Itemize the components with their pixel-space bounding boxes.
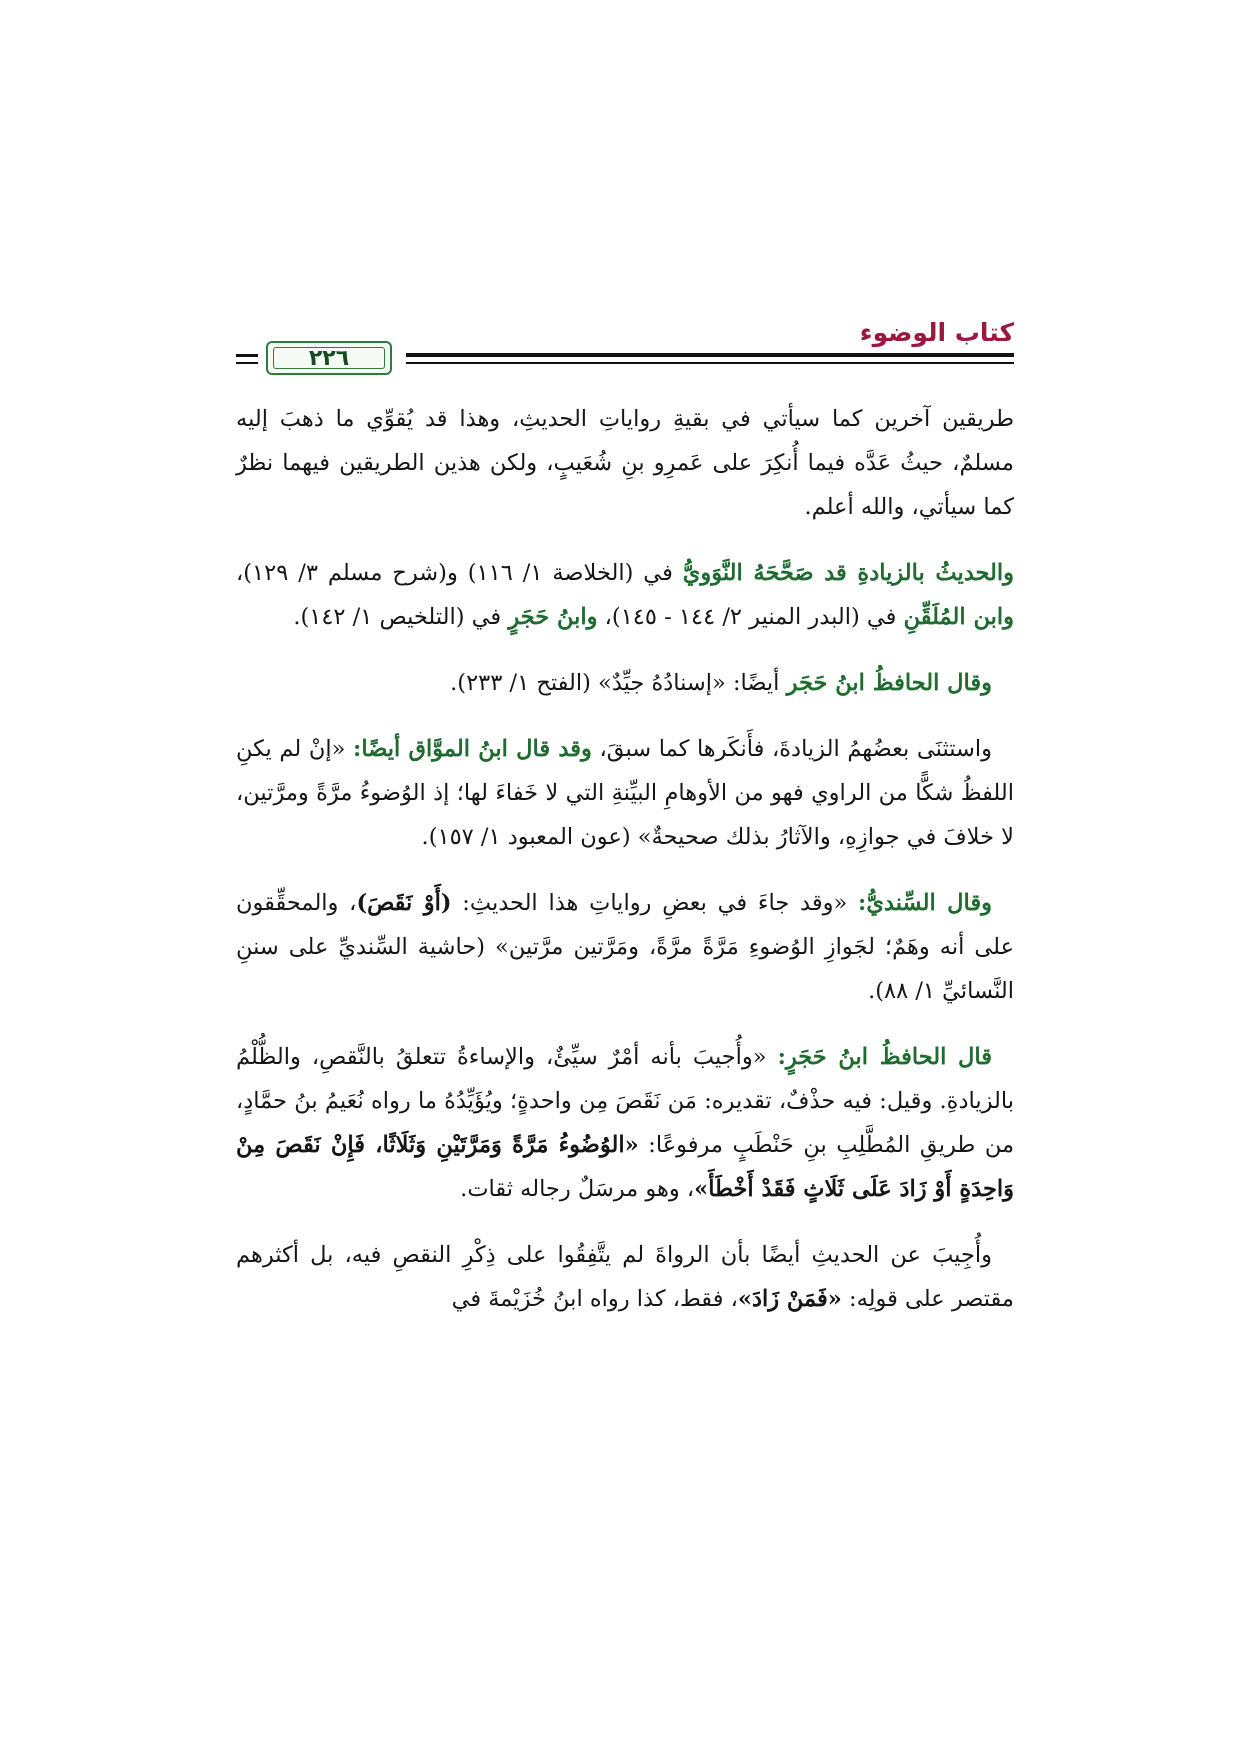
paragraph-3 bbox=[236, 661, 1014, 705]
paragraph-2-text-1: في (الخلاصة ١/ ١١٦) و(شرح مسلم ٣/ ١٢٩)، bbox=[236, 560, 683, 586]
paragraph-6-text-2: ، وهو مرسَلٌ رجاله ثقات. bbox=[460, 1176, 695, 1202]
paragraph-5-text-2: ، والمحقِّقون على أنه وهَمٌ؛ لجَوازِ الوُضوءِ مَرَّةً مرَّةً، ومَرَّتين مرَّتين» (حاشية السِّنديِّ على سننِ النَّسائيِّ ١/ ٨٨). bbox=[236, 890, 1014, 1004]
hadith-text-wudu: «الوُضُوءُ مَرَّةً وَمَرَّتَيْنِ وَثَلَاثًا، فَإِنْ نَقَصَ مِنْ وَاحِدَةٍ أَوْ زَادَ عَلَى ثَلَاثٍ فَقَدْ أَخْطَأَ» bbox=[236, 1132, 1014, 1202]
highlight-ibn-hajar: وابنُ حَجَرٍ bbox=[508, 604, 598, 630]
paragraph-4-text-1: واستثنَى بعضُهمُ الزيادةَ، فأَنكَرها كما سبقَ، bbox=[591, 736, 992, 762]
paragraph-1 bbox=[236, 397, 1014, 529]
paragraph-7-text-2: ، فقط، كذا رواه ابنُ خُزَيْمةَ في bbox=[451, 1286, 738, 1312]
paragraph-2-text-3: في (التلخيص ١/ ١٤٢). bbox=[293, 604, 509, 630]
paragraph-6 bbox=[236, 1035, 1014, 1211]
paragraph-4-text-2: «إنْ لم يكنِ اللفظُ شكًّا من الراوي فهو من الأوهامِ البيِّنةِ التي لا خَفاءَ لها؛ إذ الوُضوءُ مرَّةً ومرَّتين، لا خلافَ في جوازِهِ، والآثارُ بذلك صحيحةٌ» (عون المعبود ١/ ١٥٧). bbox=[236, 736, 1014, 850]
paragraph-4 bbox=[236, 727, 1014, 859]
highlight-ibn-mawwaq: وقد قال ابنُ الموَّاق أيضًا: bbox=[353, 736, 592, 762]
paragraph-2 bbox=[236, 551, 1014, 639]
page-body bbox=[236, 397, 1014, 1343]
header-rule-thin bbox=[406, 362, 1014, 364]
highlight-nawawi: والحديثُ بالزيادةِ قد صَحَّحَهُ النَّوَويُّ bbox=[682, 560, 1015, 586]
page-number: ٢٢٦ bbox=[308, 345, 350, 371]
paragraph-3-text: أيضًا: «إسنادُهُ جيِّدٌ» (الفتح ١/ ٢٣٣). bbox=[450, 670, 787, 696]
hadith-phrase-naqas: (أَوْ نَقَصَ) bbox=[356, 890, 452, 916]
header-rule-left bbox=[236, 354, 258, 357]
page-header bbox=[236, 300, 1014, 375]
paragraph-1-text: طريقين آخرين كما سيأتي في بقيةِ رواياتِ الحديثِ، وهذا قد يُقوِّي ما ذهبَ إليه مسلمٌ، حيثُ عَدَّه فيما أُنكِرَ على عَمرِو بنِ شُعَيبٍ، ولكن هذين الطريقين فيهما نظرٌ كما سيأتي، والله أعلم. bbox=[236, 406, 1014, 520]
paragraph-7 bbox=[236, 1233, 1014, 1321]
book-title: كتاب الوضوء bbox=[859, 318, 1014, 347]
page-number-badge bbox=[266, 341, 392, 375]
highlight-sindi: وقال السِّنديُّ: bbox=[858, 890, 992, 916]
highlight-ibn-mulaqqin: وابن المُلَقِّنِ bbox=[903, 604, 1014, 630]
paragraph-7-text-1: وأُجِيبَ عن الحديثِ أيضًا بأن الرواةَ لم يتَّفِقُوا على ذِكْرِ النقصِ فيه، بل أكثرهم مقتصر على قولِه: bbox=[236, 1242, 1014, 1312]
hadith-phrase-zada: «فَمَنْ زَادَ» bbox=[737, 1286, 842, 1312]
highlight-hafiz-ibn-hajar-2: قال الحافظُ ابنُ حَجَرٍ: bbox=[777, 1044, 992, 1070]
paragraph-6-text-1: «وأُجيبَ بأنه أمْرٌ سيِّئٌ، والإساءةُ تتعلقُ بالنَّقصِ، والظُّلْمُ بالزيادةِ. وقيل: فيه حذْفٌ، تقديره: مَن نَقَصَ مِن واحدةٍ؛ ويُؤَيِّدُهُ ما رواه نُعَيمُ بنُ حمَّادٍ، من طريقِ المُطَّلِبِ بنِ حَنْطَبٍ مرفوعًا: bbox=[236, 1044, 1015, 1158]
paragraph-5-text-1: «وقد جاءَ في بعضِ رواياتِ هذا الحديثِ: bbox=[451, 890, 859, 916]
paragraph-2-text-2: في (البدر المنير ٢/ ١٤٤ - ١٤٥)، bbox=[597, 604, 904, 630]
paragraph-5 bbox=[236, 881, 1014, 1013]
header-rule-left-thin bbox=[236, 362, 258, 364]
header-rule-thick bbox=[406, 353, 1014, 357]
highlight-hafiz-ibn-hajar: وقال الحافظُ ابنُ حَجَر bbox=[786, 670, 992, 696]
